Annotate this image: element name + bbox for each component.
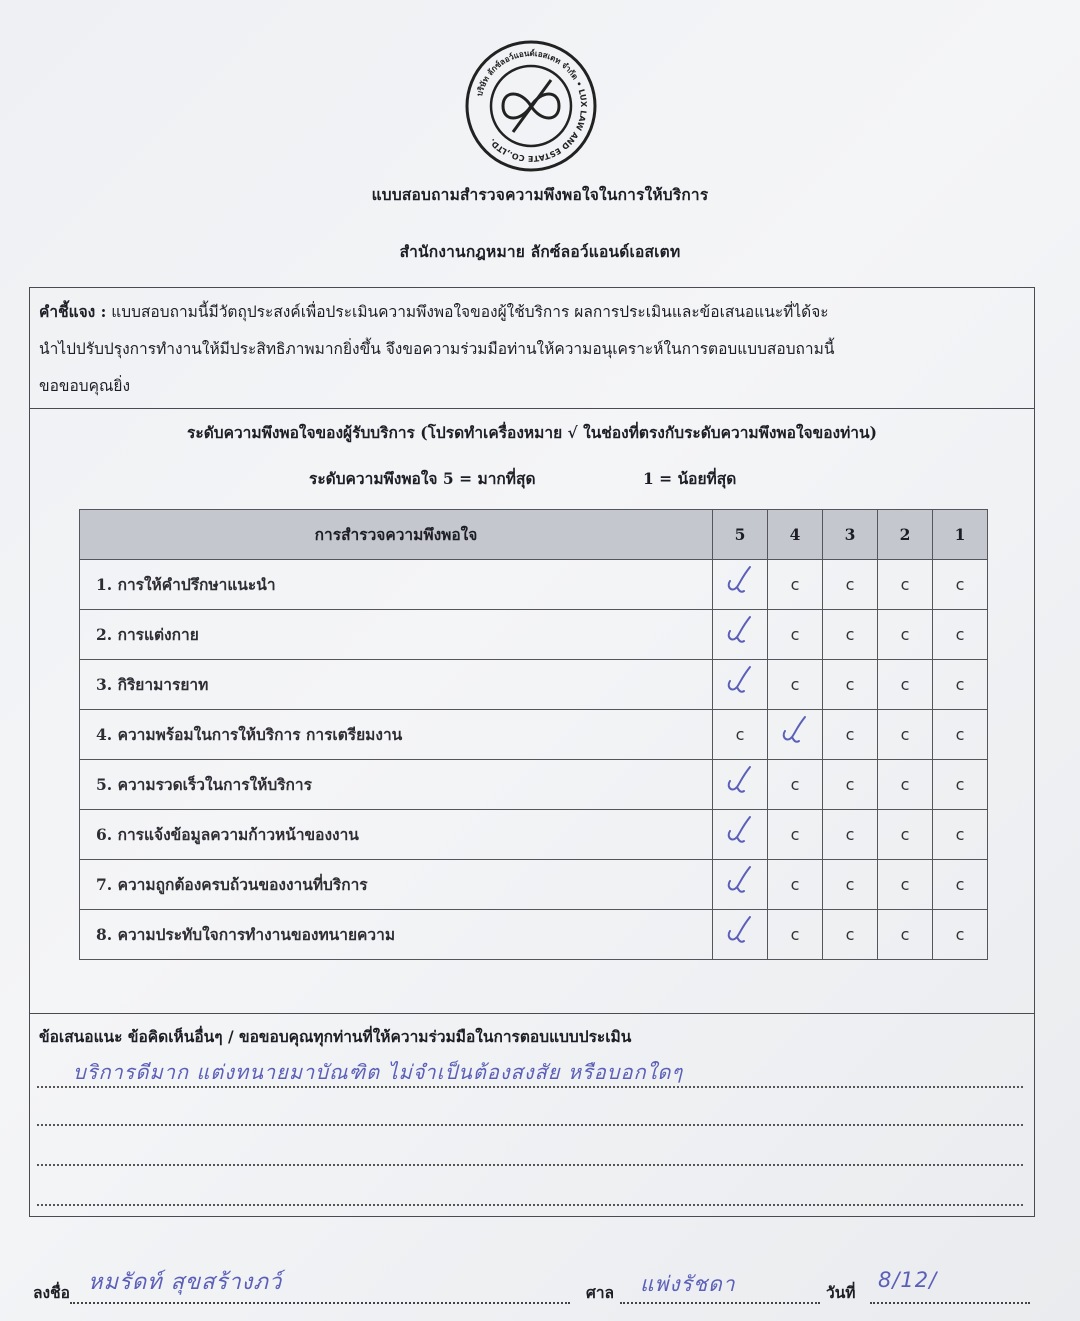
empty-choice-icon: c <box>955 775 965 794</box>
criterion-label: 2. การแต่งกาย <box>80 610 713 660</box>
rating-option-5[interactable] <box>713 710 768 760</box>
signature-label: ลงชื่อ <box>33 1283 70 1302</box>
rating-check-5[interactable] <box>713 610 768 660</box>
suggestion-line-2[interactable] <box>37 1124 1023 1126</box>
rating-check-5[interactable] <box>713 760 768 810</box>
scale-high: ระดับความพึงพอใจ 5 = มากที่สุด <box>309 469 536 488</box>
checkmark-icon <box>720 763 760 803</box>
rating-check-5[interactable] <box>713 560 768 610</box>
empty-choice-icon: c <box>790 575 800 594</box>
table-row <box>80 810 988 860</box>
empty-choice-icon: c <box>955 925 965 944</box>
table-row <box>80 910 988 960</box>
empty-choice-icon: c <box>845 775 855 794</box>
rating-option-3[interactable] <box>823 710 878 760</box>
suggestions-section <box>29 1013 1035 1084</box>
empty-choice-icon: c <box>900 875 910 894</box>
col-3-header: 3 <box>823 510 878 560</box>
table-row <box>80 660 988 710</box>
svg-text:บริษัท ลักซ์ลอว์แอนด์เอสเตท จำ: บริษัท ลักซ์ลอว์แอนด์เอสเตท จำกัด • LUX LAW AND ESTATE CO.,LTD. <box>475 48 589 164</box>
rating-option-2[interactable] <box>878 560 933 610</box>
table-row <box>80 710 988 760</box>
rating-option-2[interactable] <box>878 860 933 910</box>
checkmark-icon <box>720 563 760 603</box>
checkmark-icon <box>720 813 760 853</box>
court-value: แพ่งรัชดา <box>640 1272 736 1296</box>
rating-check-5[interactable] <box>713 810 768 860</box>
explanation-box <box>29 287 1035 409</box>
empty-choice-icon: c <box>900 925 910 944</box>
criteria-header: การสำรวจความพึงพอใจ <box>80 510 713 560</box>
checkmark-icon <box>720 863 760 903</box>
empty-choice-icon: c <box>790 875 800 894</box>
criterion-label: 3. กิริยามารยาท <box>80 660 713 710</box>
empty-choice-icon: c <box>900 575 910 594</box>
rating-option-3[interactable] <box>823 610 878 660</box>
rating-option-2[interactable] <box>878 760 933 810</box>
rating-option-1[interactable] <box>933 760 988 810</box>
rating-option-3[interactable] <box>823 760 878 810</box>
empty-choice-icon: c <box>900 775 910 794</box>
rating-option-3[interactable] <box>823 660 878 710</box>
suggestions-handwriting: บริการดีมาก แต่งทนายมาบัณฑิต ไม่จำเป็นต้องสงสัย หรือบอกใดๆ <box>73 1060 684 1084</box>
rating-option-3[interactable] <box>823 910 878 960</box>
rating-option-1[interactable] <box>933 860 988 910</box>
col-1-header: 1 <box>933 510 988 560</box>
criterion-label: 8. ความประทับใจการทำงานของทนายความ <box>80 910 713 960</box>
rating-option-4[interactable] <box>768 760 823 810</box>
empty-choice-icon: c <box>955 575 965 594</box>
explanation-line-3: ขอขอบคุณยิ่ง <box>39 377 131 395</box>
table-row <box>80 760 988 810</box>
empty-choice-icon: c <box>955 725 965 744</box>
court-label: ศาล <box>586 1283 615 1302</box>
checkmark-icon <box>720 913 760 953</box>
empty-choice-icon: c <box>790 925 800 944</box>
rating-option-4[interactable] <box>768 560 823 610</box>
suggestion-line-1[interactable] <box>37 1086 1023 1088</box>
signature-line[interactable] <box>70 1302 570 1304</box>
scale-low: 1 = น้อยที่สุด <box>643 469 737 488</box>
rating-option-4[interactable] <box>768 910 823 960</box>
table-row <box>80 860 988 910</box>
rating-option-4[interactable] <box>768 860 823 910</box>
empty-choice-icon: c <box>790 625 800 644</box>
col-4-header: 4 <box>768 510 823 560</box>
signature-name: หมรัดท์ สุขสร้างภว์ <box>88 1270 283 1295</box>
rating-option-4[interactable] <box>768 610 823 660</box>
suggestions-label: ข้อเสนอแนะ ข้อคิดเห็นอื่นๆ / ขอขอบคุณทุกท่านที่ให้ความร่วมมือในการตอบแบบประเมิน <box>39 1027 632 1046</box>
date-line[interactable] <box>870 1302 1030 1304</box>
rating-option-1[interactable] <box>933 660 988 710</box>
rating-option-1[interactable] <box>933 910 988 960</box>
empty-choice-icon: c <box>900 625 910 644</box>
rating-option-2[interactable] <box>878 660 933 710</box>
empty-choice-icon: c <box>845 725 855 744</box>
rating-option-3[interactable] <box>823 860 878 910</box>
empty-choice-icon: c <box>845 575 855 594</box>
rating-option-4[interactable] <box>768 660 823 710</box>
empty-choice-icon: c <box>790 775 800 794</box>
rating-check-5[interactable] <box>713 910 768 960</box>
rating-option-1[interactable] <box>933 560 988 610</box>
empty-choice-icon: c <box>845 875 855 894</box>
explanation-text-1: แบบสอบถามนี้มีวัตถุประสงค์เพื่อประเมินความพึงพอใจของผู้ใช้บริการ ผลการประเมินและข้อเสนอแนะที่ได้จะ <box>111 303 829 321</box>
checkmark-icon <box>720 613 760 653</box>
empty-choice-icon: c <box>845 925 855 944</box>
satisfaction-levels <box>29 420 1035 488</box>
rating-option-3[interactable] <box>823 560 878 610</box>
rating-check-5[interactable] <box>713 660 768 710</box>
empty-choice-icon: c <box>845 675 855 694</box>
empty-choice-icon: c <box>900 675 910 694</box>
rating-option-2[interactable] <box>878 910 933 960</box>
empty-choice-icon: c <box>900 725 910 744</box>
explanation-line-1 <box>39 293 1025 331</box>
checkmark-icon <box>720 663 760 703</box>
date-value: 8/12/ <box>878 1268 938 1292</box>
rating-option-2[interactable] <box>878 710 933 760</box>
rating-option-2[interactable] <box>878 610 933 660</box>
rating-option-1[interactable] <box>933 810 988 860</box>
criterion-label: 5. ความรวดเร็วในการให้บริการ <box>80 760 713 810</box>
empty-choice-icon: c <box>955 625 965 644</box>
table-row <box>80 560 988 610</box>
table-row <box>80 610 988 660</box>
rating-option-3[interactable] <box>823 810 878 860</box>
suggestion-line-4[interactable] <box>37 1204 1023 1206</box>
office-name: สำนักงานกฎหมาย ลักซ์ลอว์แอนด์เอสเตท <box>399 242 681 261</box>
criterion-label: 7. ความถูกต้องครบถ้วนของงานที่บริการ <box>80 860 713 910</box>
survey-table <box>79 509 988 960</box>
col-5-header: 5 <box>713 510 768 560</box>
empty-choice-icon: c <box>790 825 800 844</box>
empty-choice-icon: c <box>955 875 965 894</box>
rating-check-5[interactable] <box>713 860 768 910</box>
form-title: แบบสอบถามสำรวจความพึงพอใจในการให้บริการ <box>371 185 709 204</box>
empty-choice-icon: c <box>955 825 965 844</box>
criterion-label: 4. ความพร้อมในการให้บริการ การเตรียมงาน <box>80 710 713 760</box>
col-2-header: 2 <box>878 510 933 560</box>
rating-option-1[interactable] <box>933 710 988 760</box>
company-seal-logo <box>463 38 599 174</box>
criterion-label: 1. การให้คำปรึกษาแนะนำ <box>80 560 713 610</box>
empty-choice-icon: c <box>790 675 800 694</box>
empty-choice-icon: c <box>735 725 745 744</box>
rating-option-1[interactable] <box>933 610 988 660</box>
rating-option-4[interactable] <box>768 810 823 860</box>
explanation-label: คำชี้แจง : <box>39 302 107 321</box>
explanation-line-2: นำไปปรับปรุงการทำงานให้มีประสิทธิภาพมากยิ่งขึ้น จึงขอความร่วมมือท่านให้ความอนุเคราะห์ในการตอบแบบสอบถามนี้ <box>39 340 835 358</box>
table-header-row <box>80 510 988 560</box>
criterion-label: 6. การแจ้งข้อมูลความก้าวหน้าของงาน <box>80 810 713 860</box>
levels-heading: ระดับความพึงพอใจของผู้รับบริการ (โปรดทำเครื่องหมาย √ ในช่องที่ตรงกับระดับความพึงพอใจของท่าน) <box>187 423 877 442</box>
rating-check-4[interactable] <box>768 710 823 760</box>
empty-choice-icon: c <box>845 825 855 844</box>
empty-choice-icon: c <box>900 825 910 844</box>
date-label: วันที่ <box>826 1283 856 1302</box>
empty-choice-icon: c <box>955 675 965 694</box>
rating-option-2[interactable] <box>878 810 933 860</box>
empty-choice-icon: c <box>845 625 855 644</box>
suggestion-line-3[interactable] <box>37 1164 1023 1166</box>
court-line[interactable] <box>620 1302 820 1304</box>
checkmark-icon <box>775 713 815 753</box>
